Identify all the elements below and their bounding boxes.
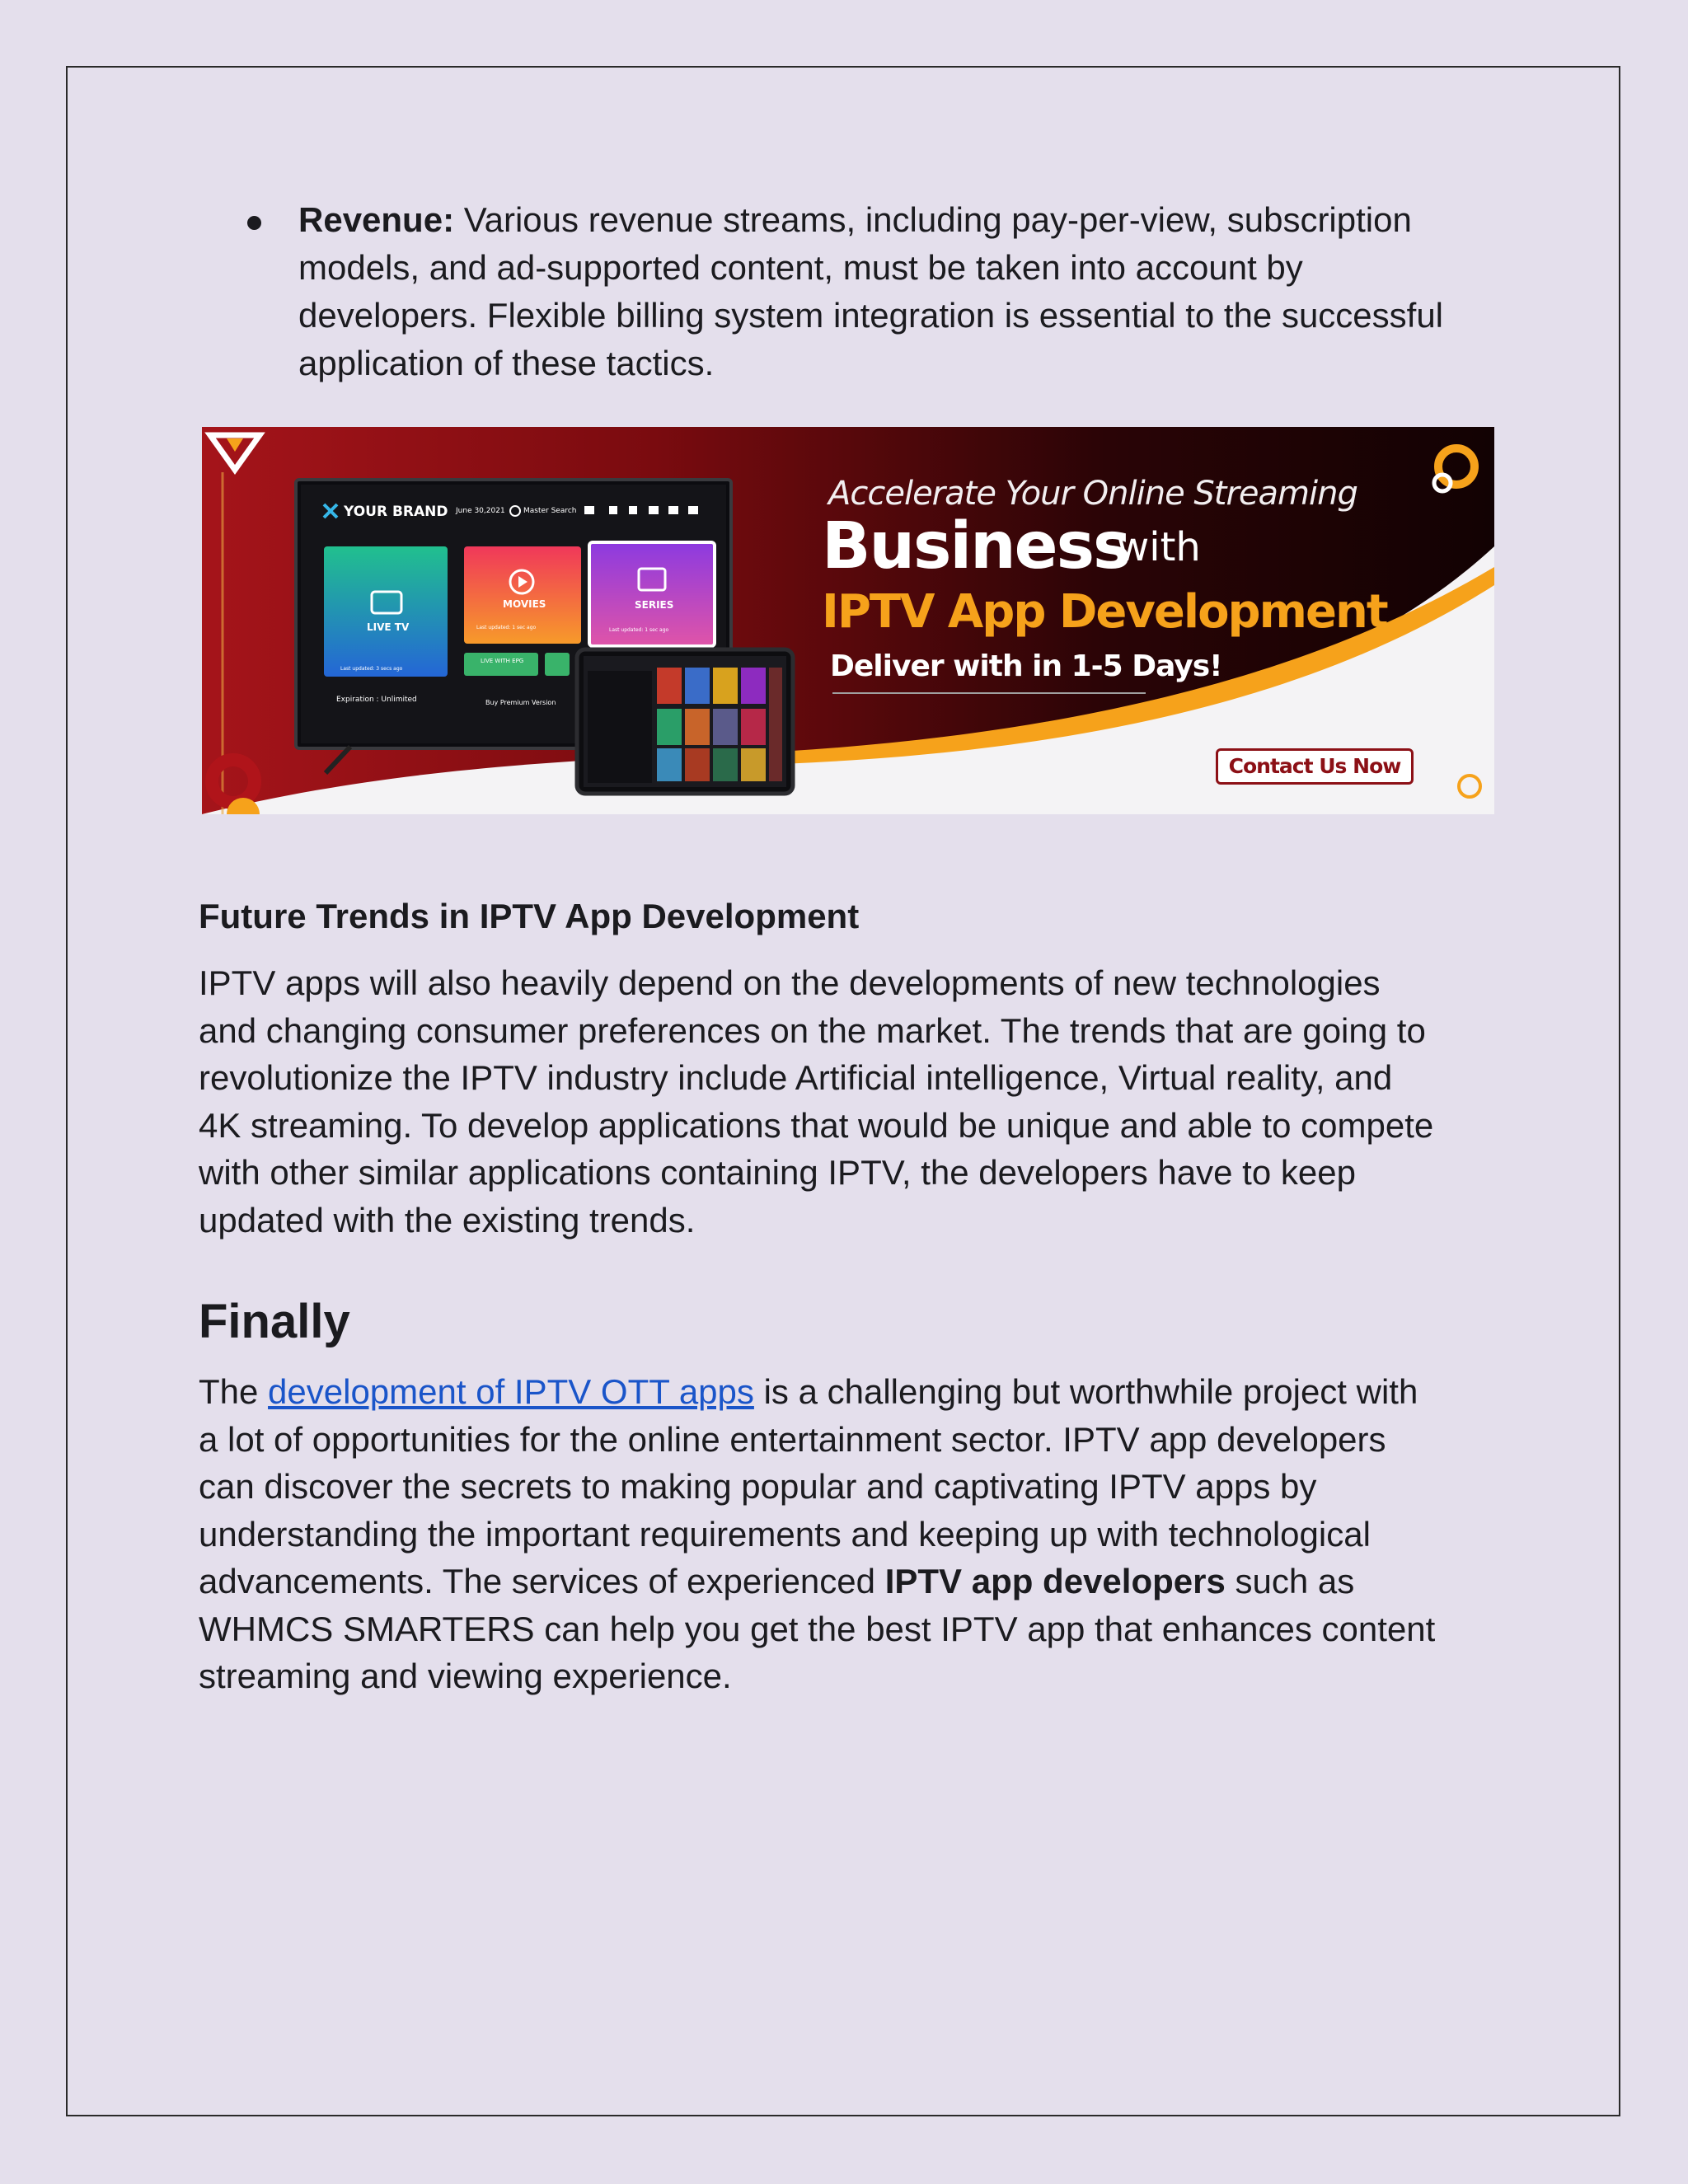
tv-brand-label: YOUR BRAND <box>344 504 448 520</box>
revenue-label: Revenue: <box>298 200 455 239</box>
tv-epg-label: LIVE WITH EPG <box>481 658 524 664</box>
iptv-developers-bold: IPTV app developers <box>884 1562 1226 1601</box>
tv-tile-movies-update: Last updated: 1 sec ago <box>476 625 537 630</box>
banner-headline-business: Business <box>822 509 1130 583</box>
tv-tile-movies-label: MOVIES <box>503 598 546 610</box>
contact-us-button[interactable]: Contact Us Now <box>1216 748 1414 785</box>
tv-date-label: June 30,2021 <box>456 507 505 515</box>
tv-tile-live-update: Last updated: 3 secs ago <box>340 666 403 672</box>
banner-headline-iptv: IPTV App Development <box>822 585 1387 639</box>
iptv-ott-apps-link[interactable]: development of IPTV OTT apps <box>268 1372 754 1411</box>
finally-heading: Finally <box>199 1295 350 1348</box>
tv-tile-series-update: Last updated: 1 sec ago <box>609 627 669 633</box>
trends-paragraph: IPTV apps will also heavily depend on the developments of new technologies and changing consumer preferences on the market. The trends that are going to revolutionize the IPTV industry include Artificial intelligence, Virtual reality, and 4K streaming. To develop applications that would be unique and able to compete with other similar applications containing IPTV, the developers have to keep updated with the existing trends. <box>199 963 1434 1240</box>
tv-tile-live-label: LIVE TV <box>367 621 410 633</box>
tv-premium-label: Buy Premium Version <box>485 699 556 706</box>
tv-expiration-label: Expiration : Unlimited <box>336 696 417 704</box>
trends-heading: Future Trends in IPTV App Development <box>199 897 860 935</box>
revenue-text: Revenue: Various revenue streams, including pay-per-view, subscription models, and ad-supported content, must be taken into account by developers. Flexible billing system integration is essential to the successful application of these tactics. <box>298 200 1444 382</box>
finally-paragraph: The development of IPTV OTT apps is a challenging but worthwhile project with a lot of opportunities for the online entertainment sector. IPTV app developers can discover the secrets to making popular and captivating IPTV apps by understanding the important requirements and keeping up with technological advancements. The services of experienced IPTV app developers such as WHMCS SMARTERS can help you get the best IPTV app that enhances content streaming and viewing experience. <box>199 1372 1436 1695</box>
tv-tile-series-label: SERIES <box>635 599 674 611</box>
tv-search-label: Master Search <box>523 507 577 515</box>
banner-delivery-text: Deliver with in 1-5 Days! <box>830 649 1222 683</box>
bullet-dot-icon <box>247 216 261 230</box>
iptv-promo-banner <box>202 427 1494 814</box>
banner-headline-with: with <box>1117 524 1201 570</box>
banner-headline-1: Accelerate Your Online Streaming <box>828 475 1357 513</box>
